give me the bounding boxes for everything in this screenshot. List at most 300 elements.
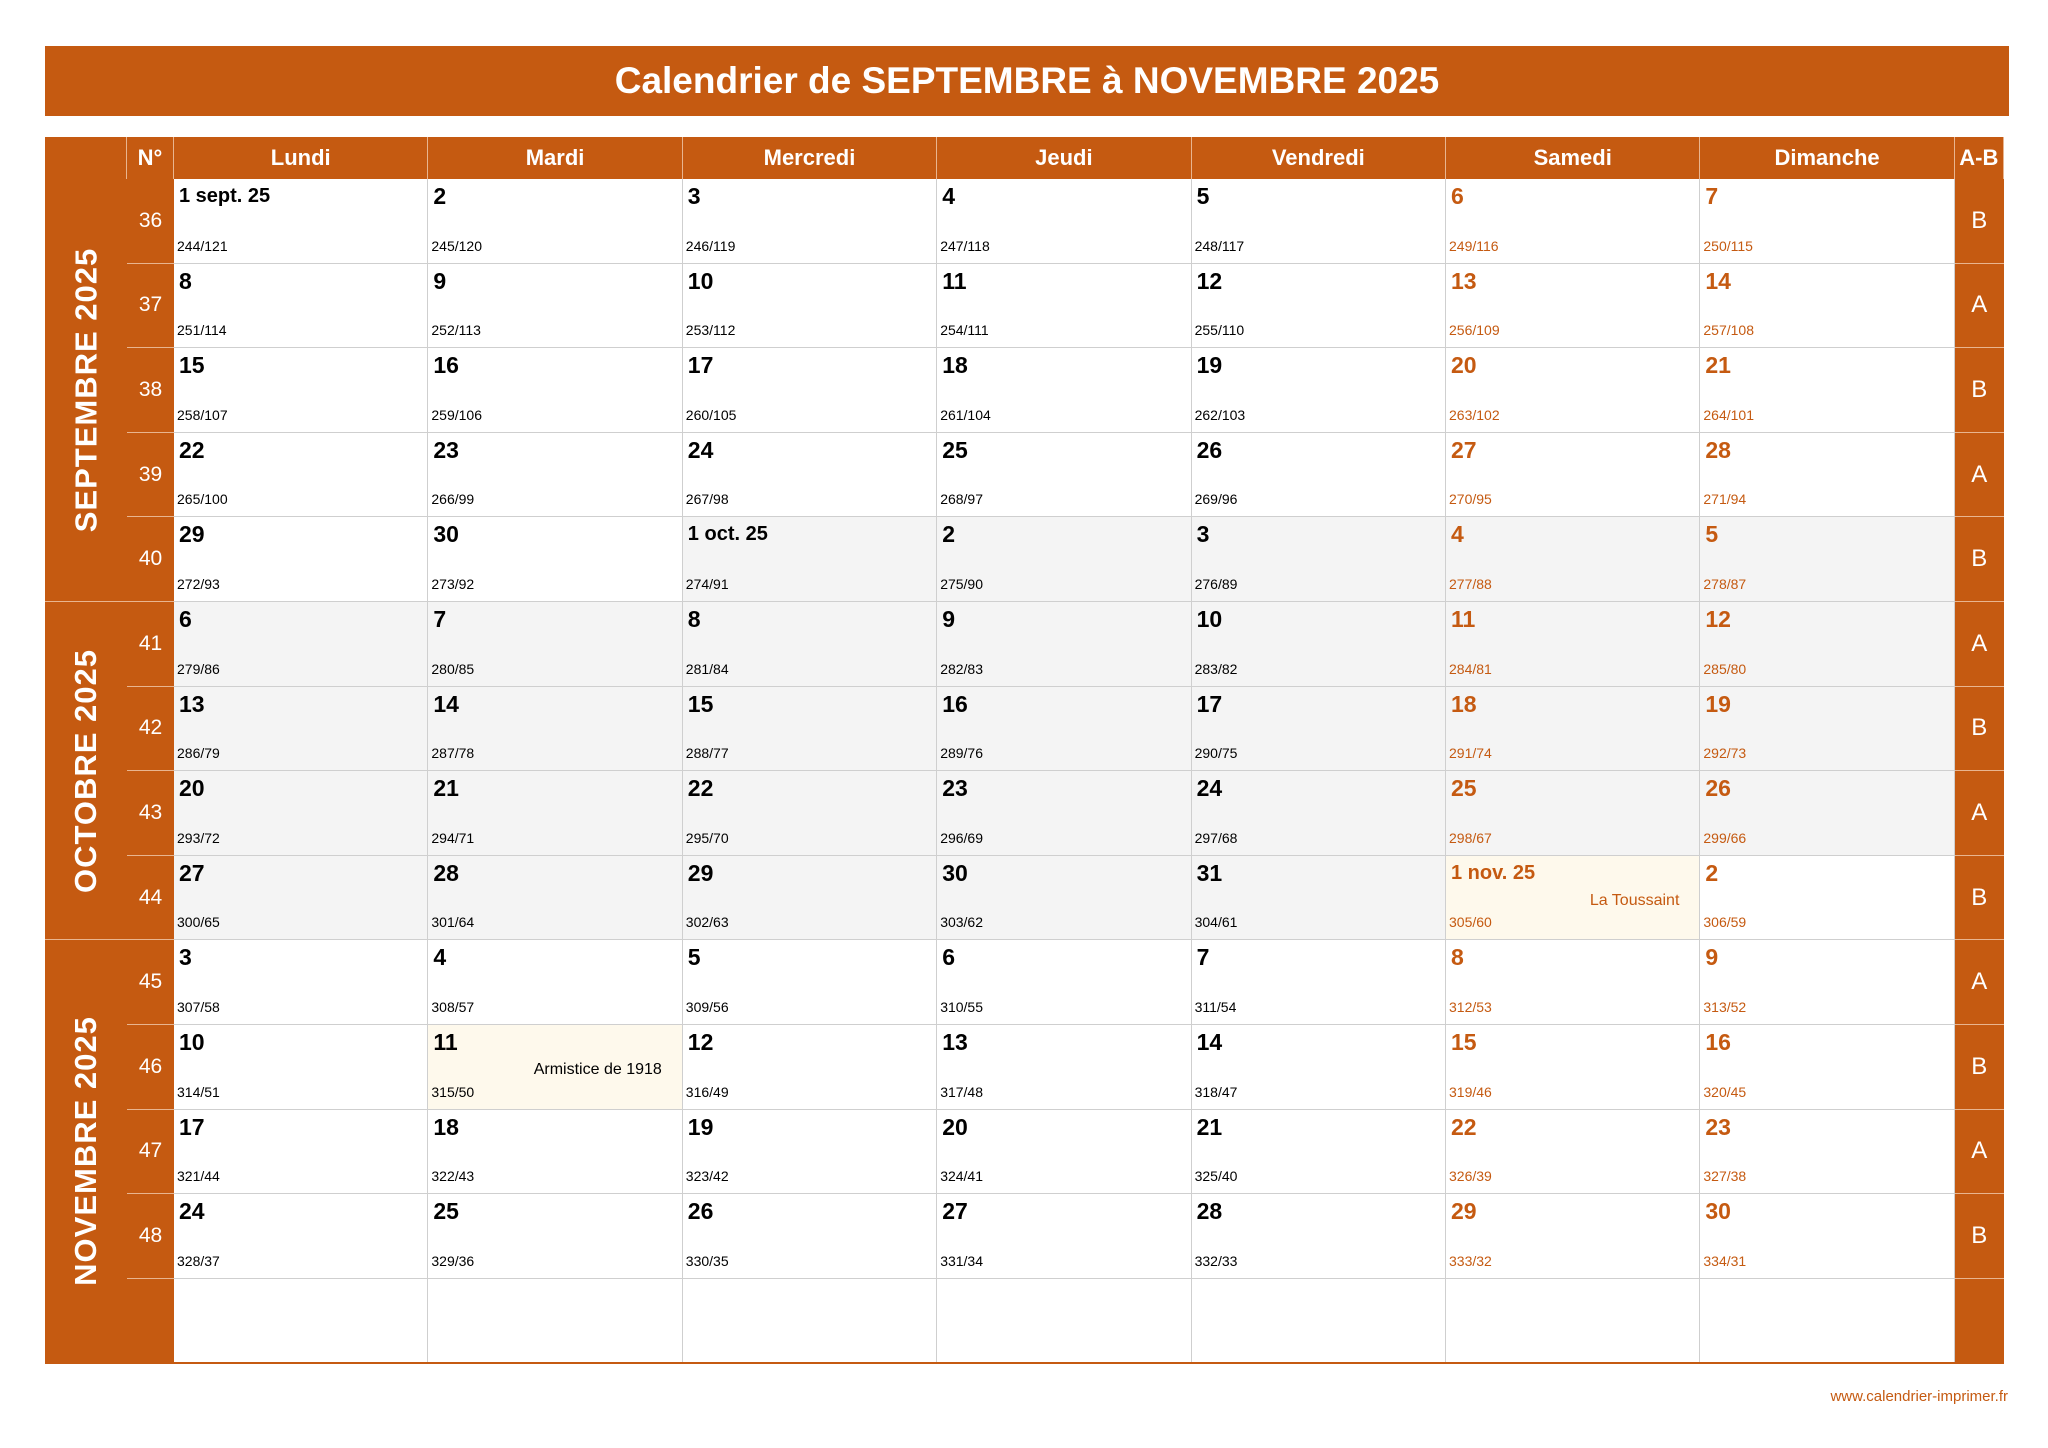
day-of-year: 333/32 (1449, 1252, 1492, 1269)
day-cell[interactable] (937, 1279, 1191, 1364)
day-of-year: 307/58 (177, 998, 220, 1015)
day-of-year: 258/107 (177, 406, 228, 423)
day-of-year: 301/64 (431, 914, 475, 931)
day-cell[interactable] (937, 264, 1191, 349)
day-cell[interactable] (1700, 1279, 1954, 1364)
day-of-year: 299/66 (1703, 829, 1747, 846)
day-of-year: 276/89 (1194, 575, 1238, 592)
day-of-year: 334/31 (1703, 1252, 1747, 1269)
day-number: 11 (1451, 606, 1476, 632)
day-cell[interactable] (937, 687, 1191, 772)
day-of-year: 329/36 (431, 1252, 475, 1269)
day-of-year: 256/109 (1449, 322, 1500, 339)
day-of-year: 275/90 (940, 575, 984, 592)
day-number: 27 (1451, 436, 1477, 463)
day-of-year: 302/63 (685, 914, 729, 931)
day-of-year: 314/51 (177, 1083, 220, 1100)
day-of-year: 260/105 (685, 406, 737, 423)
day-of-year: 249/116 (1449, 237, 1499, 254)
day-cell[interactable] (428, 602, 682, 687)
week-ab-letter: B (1955, 856, 2004, 941)
day-cell[interactable] (174, 940, 428, 1025)
day-cell[interactable] (683, 687, 937, 772)
day-cell[interactable] (683, 348, 937, 433)
week-number: 44 (127, 856, 174, 941)
day-number: 7 (1705, 183, 1719, 209)
day-cell[interactable] (683, 517, 937, 602)
day-cell[interactable] (683, 856, 937, 941)
day-cell[interactable] (937, 602, 1191, 687)
week-ab-letter: A (1955, 264, 2004, 349)
day-cell[interactable] (937, 1025, 1191, 1110)
day-number: 4 (942, 183, 955, 209)
day-cell[interactable] (428, 687, 682, 772)
day-of-year: 279/86 (177, 660, 220, 677)
day-number: 4 (1451, 521, 1464, 548)
day-number: 2 (1705, 859, 1719, 886)
day-of-year: 322/43 (431, 1168, 475, 1185)
day-of-year: 310/55 (940, 998, 984, 1015)
day-number: 20 (942, 1113, 968, 1140)
day-number: 4 (433, 944, 447, 971)
day-number: 15 (687, 690, 714, 717)
day-cell[interactable] (428, 348, 682, 433)
day-of-year: 277/88 (1449, 575, 1492, 592)
day-cell[interactable] (428, 1194, 682, 1279)
day-cell[interactable] (1192, 602, 1446, 687)
day-of-year: 317/48 (940, 1083, 984, 1100)
day-number: 15 (179, 352, 205, 379)
day-cell[interactable] (1192, 433, 1446, 518)
month-label-1 (45, 179, 127, 602)
day-of-year: 330/35 (685, 1252, 729, 1269)
day-number: 17 (179, 1113, 205, 1140)
day-number: 19 (687, 1113, 714, 1140)
week-number: 47 (127, 1110, 174, 1195)
day-number: 2 (433, 183, 447, 209)
day-number: 5 (687, 944, 701, 971)
day-number: 22 (687, 775, 714, 802)
day-cell[interactable] (1700, 433, 1954, 518)
day-of-year: 291/74 (1449, 745, 1492, 762)
footer-website[interactable]: www.calendrier-imprimer.fr (1830, 1388, 2008, 1405)
day-cell[interactable] (1700, 264, 1954, 349)
day-number: 27 (179, 859, 205, 886)
day-of-year: 308/57 (431, 998, 475, 1015)
day-number: 30 (433, 521, 459, 548)
day-cell[interactable] (937, 1194, 1191, 1279)
week-ab-letter: B (1955, 348, 2004, 433)
day-of-year: 264/101 (1703, 406, 1754, 423)
day-cell[interactable] (683, 433, 937, 518)
week-number: 48 (127, 1194, 174, 1279)
day-cell[interactable] (1192, 771, 1446, 856)
header-day-7: Dimanche (1700, 137, 1954, 179)
day-cell[interactable] (428, 1279, 682, 1364)
header-day-2: Mardi (428, 137, 682, 179)
day-number: 17 (1196, 690, 1223, 717)
day-cell[interactable] (174, 687, 428, 772)
day-number: 9 (942, 606, 955, 632)
day-cell[interactable] (428, 940, 682, 1025)
week-number: 43 (127, 771, 174, 856)
day-number: 1 sept. 25 (179, 185, 271, 207)
day-number: 27 (942, 1198, 968, 1225)
day-number: 6 (179, 606, 192, 632)
day-number: 24 (687, 436, 714, 463)
day-of-year: 293/72 (177, 829, 220, 846)
calendar-grid (45, 137, 2009, 1367)
week-number (127, 1279, 174, 1364)
day-number: 3 (687, 183, 701, 209)
day-of-year: 278/87 (1703, 575, 1747, 592)
day-number: 13 (1451, 267, 1477, 294)
day-number: 6 (1451, 183, 1464, 209)
day-cell[interactable] (683, 1194, 937, 1279)
day-number: 24 (1196, 775, 1223, 802)
day-number: 23 (942, 775, 968, 802)
week-number: 46 (127, 1025, 174, 1110)
day-number: 12 (1705, 606, 1731, 632)
day-cell[interactable] (1446, 264, 1700, 349)
day-cell[interactable] (1700, 1110, 1954, 1195)
day-number: 10 (179, 1029, 205, 1055)
day-of-year: 245/120 (431, 237, 482, 254)
day-cell[interactable] (174, 348, 428, 433)
day-number: 31 (1196, 859, 1223, 886)
week-number: 38 (127, 348, 174, 433)
week-ab-letter: B (1955, 1025, 2004, 1110)
day-cell[interactable] (937, 856, 1191, 941)
day-cell[interactable] (428, 771, 682, 856)
day-cell[interactable] (428, 856, 682, 941)
day-cell[interactable] (1700, 602, 1954, 687)
day-cell[interactable] (683, 1279, 937, 1364)
day-cell[interactable] (937, 433, 1191, 518)
week-ab-letter: B (1955, 179, 2004, 264)
day-number: 26 (1705, 775, 1731, 802)
day-cell[interactable] (428, 179, 682, 264)
day-cell[interactable] (1192, 517, 1446, 602)
day-of-year: 289/76 (940, 745, 984, 762)
day-cell[interactable] (1192, 1194, 1446, 1279)
day-cell[interactable] (174, 264, 428, 349)
day-cell[interactable] (1446, 771, 1700, 856)
day-cell[interactable] (683, 1110, 937, 1195)
day-of-year: 282/83 (940, 660, 984, 677)
day-of-year: 328/37 (177, 1252, 220, 1269)
day-number: 18 (942, 352, 968, 379)
day-cell[interactable] (1192, 856, 1446, 941)
day-number: 1 nov. 25 (1451, 861, 1536, 884)
day-cell[interactable] (1700, 856, 1954, 941)
day-of-year: 304/61 (1194, 914, 1238, 931)
day-of-year: 297/68 (1194, 829, 1238, 846)
day-cell[interactable] (174, 1110, 428, 1195)
day-of-year: 263/102 (1449, 406, 1500, 423)
day-number: 19 (1196, 352, 1223, 379)
day-of-year: 259/106 (431, 406, 482, 423)
day-cell[interactable] (1446, 1025, 1700, 1110)
day-number: 5 (1705, 521, 1719, 548)
day-cell[interactable] (1446, 940, 1700, 1025)
day-number: 1 oct. 25 (687, 523, 768, 546)
day-number: 2 (942, 521, 955, 548)
day-of-year: 273/92 (431, 575, 475, 592)
day-cell[interactable] (174, 179, 428, 264)
day-cell[interactable] (1446, 433, 1700, 518)
week-number: 42 (127, 687, 174, 772)
day-number: 19 (1705, 690, 1731, 717)
day-cell[interactable] (174, 517, 428, 602)
header-day-1: Lundi (174, 137, 428, 179)
day-cell[interactable] (937, 179, 1191, 264)
day-cell[interactable] (174, 771, 428, 856)
week-ab-letter: A (1955, 433, 2004, 518)
day-cell[interactable] (1192, 179, 1446, 264)
week-ab-letter (1955, 1279, 2004, 1364)
day-of-year: 255/110 (1194, 322, 1245, 339)
day-cell[interactable] (1446, 1279, 1700, 1364)
day-number: 16 (942, 690, 968, 717)
day-of-year: 262/103 (1194, 406, 1246, 423)
header-day-4: Jeudi (937, 137, 1191, 179)
day-of-year: 292/73 (1703, 745, 1747, 762)
day-number: 25 (1451, 775, 1477, 802)
day-number: 6 (942, 944, 955, 971)
day-cell[interactable] (683, 940, 937, 1025)
day-number: 20 (1451, 352, 1477, 379)
day-of-year: 332/33 (1194, 1252, 1238, 1269)
day-number: 28 (433, 859, 459, 886)
week-ab-letter: A (1955, 1110, 2004, 1195)
day-number: 14 (1196, 1029, 1223, 1055)
day-of-year: 281/84 (685, 660, 729, 677)
day-of-year: 298/67 (1449, 829, 1492, 846)
month-label-3 (45, 940, 127, 1363)
day-number: 22 (1451, 1113, 1477, 1140)
day-of-year: 253/112 (685, 322, 736, 339)
day-cell[interactable] (1192, 940, 1446, 1025)
day-of-year: 306/59 (1703, 914, 1747, 931)
day-of-year: 247/118 (940, 237, 990, 254)
day-cell[interactable] (937, 1110, 1191, 1195)
day-of-year: 327/38 (1703, 1168, 1747, 1185)
day-of-year: 300/65 (177, 914, 220, 931)
week-number: 36 (127, 179, 174, 264)
day-cell[interactable] (174, 856, 428, 941)
day-number: 13 (179, 690, 205, 717)
day-cell[interactable] (1446, 856, 1700, 941)
day-cell[interactable] (428, 1025, 682, 1110)
day-number: 18 (433, 1113, 459, 1140)
day-of-year: 254/111 (940, 322, 989, 339)
month-label-2 (45, 602, 127, 940)
day-cell[interactable] (1446, 179, 1700, 264)
day-cell[interactable] (1192, 264, 1446, 349)
day-number: 7 (1196, 944, 1210, 971)
day-number: 12 (1196, 267, 1223, 294)
day-number: 3 (179, 944, 192, 971)
day-cell[interactable] (1446, 1110, 1700, 1195)
day-of-year: 320/45 (1703, 1083, 1747, 1100)
day-cell[interactable] (1700, 771, 1954, 856)
day-number: 26 (687, 1198, 714, 1225)
day-of-year: 257/108 (1703, 322, 1754, 339)
day-cell[interactable] (1446, 1194, 1700, 1279)
day-number: 11 (433, 1029, 458, 1055)
day-cell[interactable] (174, 1279, 428, 1364)
day-number: 14 (433, 690, 459, 717)
day-cell[interactable] (1192, 1110, 1446, 1195)
day-of-year: 285/80 (1703, 660, 1747, 677)
day-cell[interactable] (1700, 687, 1954, 772)
day-of-year: 319/46 (1449, 1083, 1492, 1100)
header-week-number: N° (127, 137, 174, 179)
week-ab-letter: B (1955, 1194, 2004, 1279)
month-label-text: OCTOBRE 2025 (68, 648, 104, 893)
day-of-year: 274/91 (685, 575, 729, 592)
day-cell[interactable] (428, 433, 682, 518)
day-cell[interactable] (1700, 179, 1954, 264)
day-cell[interactable] (428, 1110, 682, 1195)
day-of-year: 296/69 (940, 829, 984, 846)
day-number: 23 (1705, 1113, 1731, 1140)
day-cell[interactable] (1446, 602, 1700, 687)
day-of-year: 323/42 (685, 1168, 729, 1185)
calendar-title: Calendrier de SEPTEMBRE à NOVEMBRE 2025 (45, 46, 2009, 116)
day-cell[interactable] (428, 517, 682, 602)
day-of-year: 248/117 (1194, 237, 1245, 254)
day-number: 3 (1196, 521, 1210, 548)
day-number: 29 (1451, 1198, 1477, 1225)
day-number: 29 (179, 521, 205, 548)
day-cell[interactable] (937, 517, 1191, 602)
day-cell[interactable] (1192, 1025, 1446, 1110)
week-number: 45 (127, 940, 174, 1025)
day-number: 10 (1196, 606, 1223, 632)
day-cell[interactable] (1700, 517, 1954, 602)
day-of-year: 284/81 (1449, 660, 1492, 677)
day-cell[interactable] (1446, 348, 1700, 433)
day-cell[interactable] (1192, 1279, 1446, 1364)
day-of-year: 318/47 (1194, 1083, 1238, 1100)
month-label-text: NOVEMBRE 2025 (68, 1016, 103, 1287)
day-of-year: 295/70 (685, 829, 729, 846)
day-number: 26 (1196, 436, 1223, 463)
day-of-year: 246/119 (685, 237, 736, 254)
day-number: 9 (1705, 944, 1719, 971)
day-of-year: 311/54 (1194, 998, 1237, 1015)
day-of-year: 266/99 (431, 491, 475, 508)
day-number: 15 (1451, 1029, 1477, 1055)
day-of-year: 265/100 (177, 491, 228, 508)
day-cell[interactable] (683, 771, 937, 856)
week-ab-letter: A (1955, 940, 2004, 1025)
day-of-year: 294/71 (431, 829, 475, 846)
day-number: 28 (1705, 436, 1731, 463)
day-number: 9 (433, 267, 447, 294)
day-cell[interactable] (174, 433, 428, 518)
day-of-year: 324/41 (940, 1168, 984, 1185)
day-number: 11 (942, 267, 967, 294)
header-day-5: Vendredi (1192, 137, 1446, 179)
day-cell[interactable] (428, 264, 682, 349)
day-cell[interactable] (1446, 687, 1700, 772)
day-cell[interactable] (683, 602, 937, 687)
day-cell[interactable] (1700, 940, 1954, 1025)
month-label-text: SEPTEMBRE 2025 (68, 247, 103, 533)
day-cell[interactable] (1192, 687, 1446, 772)
day-number: 8 (1451, 944, 1464, 971)
week-number: 37 (127, 264, 174, 349)
day-cell[interactable] (1700, 1194, 1954, 1279)
day-cell[interactable] (1192, 348, 1446, 433)
day-cell[interactable] (683, 179, 937, 264)
day-cell[interactable] (174, 602, 428, 687)
day-number: 25 (942, 436, 968, 463)
day-number: 20 (179, 775, 205, 802)
day-number: 21 (433, 775, 459, 802)
day-of-year: 268/97 (940, 491, 984, 508)
day-of-year: 288/77 (685, 745, 729, 762)
day-of-year: 313/52 (1703, 998, 1747, 1015)
week-ab-letter: B (1955, 687, 2004, 772)
day-of-year: 290/75 (1194, 745, 1238, 762)
day-number: 8 (179, 267, 192, 294)
day-cell[interactable] (1700, 1025, 1954, 1110)
day-of-year: 267/98 (685, 491, 729, 508)
header-day-3: Mercredi (683, 137, 937, 179)
week-ab-letter: B (1955, 517, 2004, 602)
header-day-6: Samedi (1446, 137, 1700, 179)
day-of-year: 316/49 (685, 1083, 729, 1100)
holiday-name: Armistice de 1918 (533, 1061, 662, 1078)
day-of-year: 283/82 (1194, 660, 1238, 677)
day-number: 14 (1705, 267, 1731, 294)
day-cell[interactable] (937, 348, 1191, 433)
day-of-year: 272/93 (177, 575, 220, 592)
day-cell[interactable] (174, 1025, 428, 1110)
day-of-year: 305/60 (1449, 914, 1492, 931)
day-number: 16 (433, 352, 459, 379)
day-of-year: 270/95 (1449, 491, 1492, 508)
day-number: 18 (1451, 690, 1477, 717)
day-cell[interactable] (174, 1194, 428, 1279)
holiday-name: La Toussaint (1589, 891, 1680, 909)
day-number: 10 (687, 267, 714, 294)
day-cell[interactable] (1700, 348, 1954, 433)
day-number: 21 (1705, 352, 1731, 379)
day-of-year: 271/94 (1703, 491, 1747, 508)
day-cell[interactable] (683, 264, 937, 349)
day-cell[interactable] (1446, 517, 1700, 602)
day-cell[interactable] (937, 940, 1191, 1025)
day-of-year: 287/78 (431, 745, 475, 762)
day-cell[interactable] (683, 1025, 937, 1110)
day-of-year: 312/53 (1449, 998, 1492, 1015)
day-cell[interactable] (937, 771, 1191, 856)
day-of-year: 251/114 (177, 322, 227, 339)
day-number: 30 (1705, 1198, 1731, 1225)
week-ab-letter: A (1955, 602, 2004, 687)
day-number: 30 (942, 859, 968, 886)
week-number: 40 (127, 517, 174, 602)
day-of-year: 269/96 (1194, 491, 1238, 508)
day-number: 22 (179, 436, 205, 463)
week-ab-letter: A (1955, 771, 2004, 856)
week-number: 39 (127, 433, 174, 518)
